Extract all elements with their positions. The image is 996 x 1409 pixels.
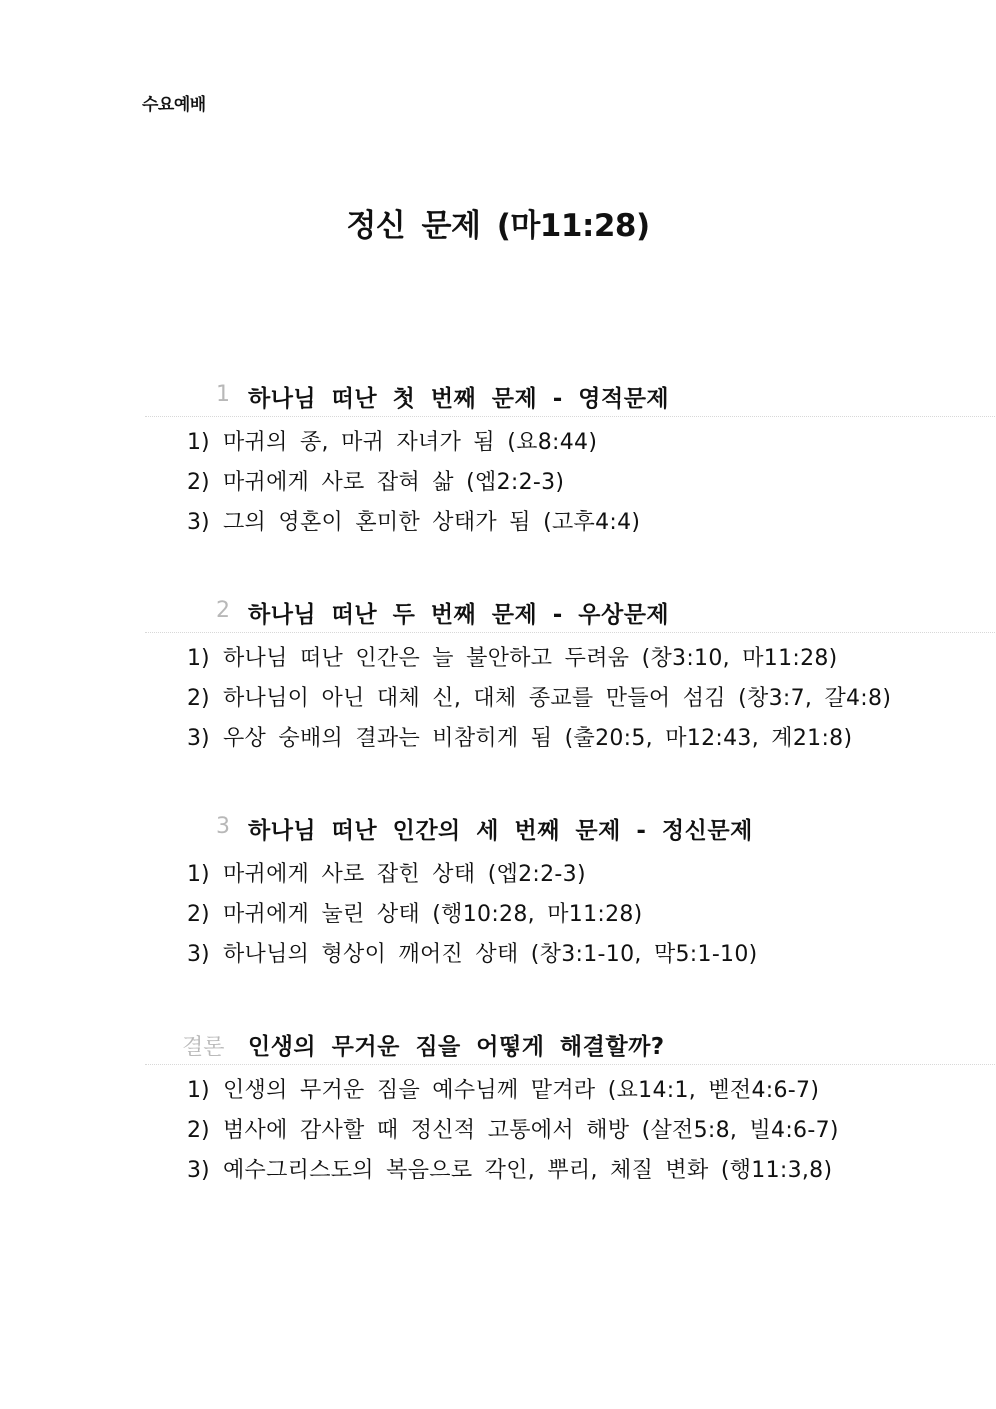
section-1 — [145, 380, 995, 541]
list-item — [145, 461, 995, 501]
item-text: 하나님 떠난 인간은 늘 불안하고 두려움 (창3:10, 마11:28) — [223, 646, 838, 671]
item-text: 마귀에게 사로 잡혀 삶 (엡2:2-3) — [223, 470, 565, 495]
item-list — [145, 853, 995, 973]
page-title: 정신 문제 (마11:28) — [346, 208, 650, 244]
section-title: 인생의 무거운 짐을 어떻게 해결할까? — [248, 1034, 665, 1060]
section-number: 1 — [216, 382, 230, 407]
list-item — [145, 853, 995, 893]
item-number: 3) — [187, 1158, 210, 1183]
section-heading — [145, 1028, 995, 1065]
list-item — [145, 717, 995, 757]
item-list — [145, 421, 995, 541]
item-text: 예수그리스도의 복음으로 각인, 뿌리, 체질 변화 (행11:3,8) — [223, 1158, 833, 1183]
item-text: 마귀의 종, 마귀 자녀가 됨 (요8:44) — [223, 430, 598, 455]
section-title: 하나님 떠난 첫 번째 문제 - 영적문제 — [248, 386, 670, 412]
item-number: 3) — [187, 942, 210, 967]
section-conclusion — [145, 1028, 995, 1189]
item-number: 2) — [187, 902, 210, 927]
section-3 — [145, 812, 995, 973]
item-text: 마귀에게 눌린 상태 (행10:28, 마11:28) — [223, 902, 643, 927]
section-title: 하나님 떠난 두 번째 문제 - 우상문제 — [248, 602, 670, 628]
section-heading — [145, 380, 995, 417]
item-text: 범사에 감사할 때 정신적 고통에서 해방 (살전5:8, 빌4:6-7) — [223, 1118, 839, 1143]
item-number: 1) — [187, 430, 210, 455]
item-list — [145, 637, 995, 757]
item-number: 3) — [187, 726, 210, 751]
item-text: 하나님이 아닌 대체 신, 대체 종교를 만들어 섬김 (창3:7, 갈4:8) — [223, 686, 892, 711]
list-item — [145, 893, 995, 933]
item-number: 1) — [187, 862, 210, 887]
list-item — [145, 1109, 995, 1149]
section-number: 2 — [216, 598, 230, 623]
list-item — [145, 501, 995, 541]
list-item — [145, 677, 995, 717]
list-item — [145, 1149, 995, 1189]
list-item — [145, 637, 995, 677]
section-number: 결론 — [182, 1035, 225, 1060]
header-label: 수요예배 — [142, 95, 206, 115]
item-number: 3) — [187, 510, 210, 535]
section-heading — [145, 596, 995, 633]
list-item — [145, 1069, 995, 1109]
list-item — [145, 421, 995, 461]
list-item — [145, 933, 995, 973]
item-list — [145, 1069, 995, 1189]
item-number: 1) — [187, 646, 210, 671]
section-number: 3 — [216, 814, 230, 839]
item-number: 2) — [187, 470, 210, 495]
item-text: 인생의 무거운 짐을 예수님께 맡겨라 (요14:1, 벧전4:6-7) — [223, 1078, 820, 1103]
item-text: 그의 영혼이 혼미한 상태가 됨 (고후4:4) — [223, 510, 641, 535]
item-number: 2) — [187, 1118, 210, 1143]
item-text: 우상 숭배의 결과는 비참히게 됨 (출20:5, 마12:43, 계21:8) — [223, 726, 853, 751]
item-number: 2) — [187, 686, 210, 711]
item-text: 마귀에게 사로 잡힌 상태 (엡2:2-3) — [223, 862, 586, 887]
section-2 — [145, 596, 995, 757]
item-number: 1) — [187, 1078, 210, 1103]
section-heading — [145, 812, 995, 848]
item-text: 하나님의 형상이 깨어진 상태 (창3:1-10, 막5:1-10) — [223, 942, 758, 967]
section-title: 하나님 떠난 인간의 세 번째 문제 - 정신문제 — [248, 818, 753, 844]
